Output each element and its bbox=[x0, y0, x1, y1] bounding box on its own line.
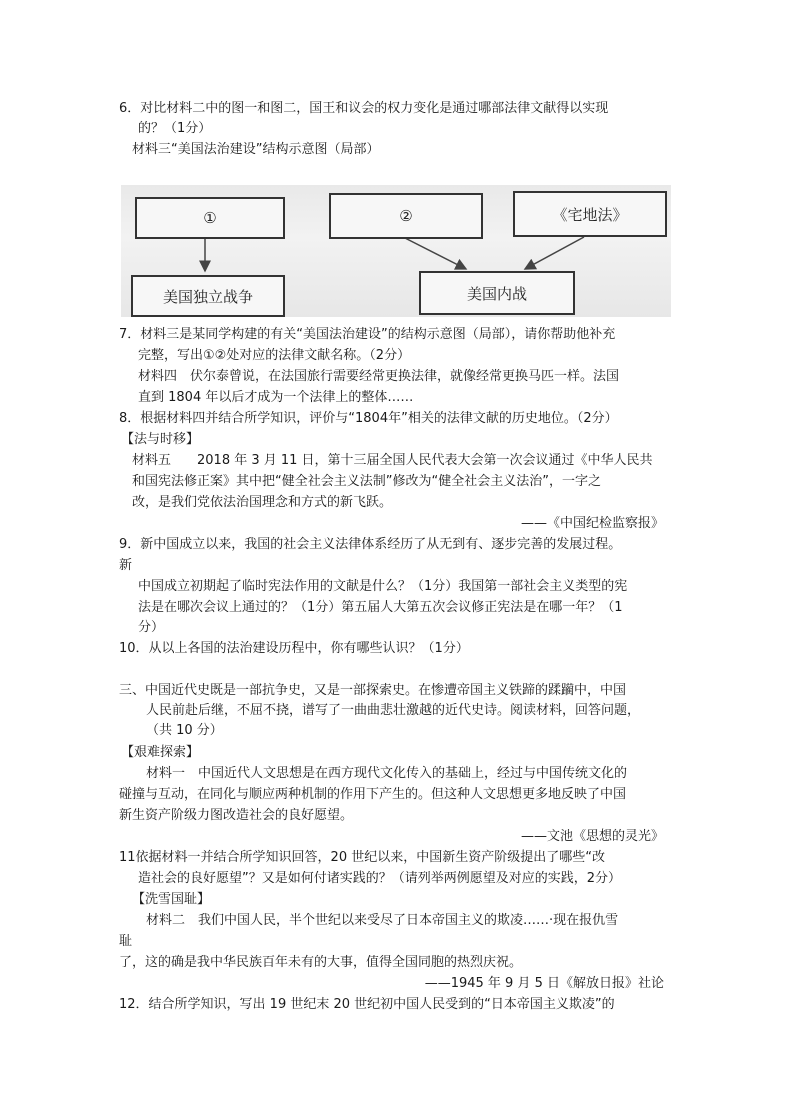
structure-diagram bbox=[121, 185, 671, 317]
diagram-box-1: ① bbox=[135, 197, 285, 239]
section-hard-exploration: 【艰难探索】 bbox=[121, 745, 200, 760]
q8-line: 8．根据材料四并结合所学知识，评价与“1804年”相关的法律文献的历史地位。（2分） bbox=[119, 411, 618, 426]
diagram-box-independence-war: 美国独立战争 bbox=[131, 275, 285, 317]
q7-line2: 完整，写出①②处对应的法律文献名称。（2分） bbox=[138, 348, 411, 363]
q9-line1: 9．新中国成立以来，我国的社会主义法律体系经历了从无到有、逐步完善的发展过程。 bbox=[119, 537, 622, 552]
material2-line3: 了，这的确是我中华民族百年未有的大事，值得全国同胞的热烈庆祝。 bbox=[119, 955, 523, 970]
material5-source: ——《中国纪检监察报》 bbox=[520, 516, 664, 531]
q6-line2: 的？（1分） bbox=[138, 121, 212, 136]
q12-line: 12．结合所学知识，写出 19 世纪末 20 世纪初中国人民受到的“日本帝国主义欺凌”的 bbox=[119, 997, 615, 1012]
q11-line2: 造社会的良好愿望”？又是如何付诸实践的？（请列举两例愿望及对应的实践，2分） bbox=[138, 871, 622, 886]
q11-line1: 11依据材料一并结合所学知识回答，20 世纪以来，中国新生资产阶级提出了哪些“改 bbox=[119, 850, 605, 865]
diagram-box-2: ② bbox=[329, 193, 483, 239]
material1-source: ——文池《思想的灵光》 bbox=[520, 829, 664, 844]
q7-line1: 7．材料三是某同学构建的有关“美国法治建设”的结构示意图（局部），请你帮助他补充 bbox=[119, 327, 616, 342]
part3-line1: 三、中国近代史既是一部抗争史，又是一部探索史。在惨遭帝国主义铁蹄的蹂躏中，中国 bbox=[119, 683, 627, 698]
material5-line1: 材料五 2018 年 3 月 11 日，第十三届全国人民代表大会第一次会议通过《中华人民共 bbox=[132, 453, 653, 468]
q10-line: 10．从以上各国的法治建设历程中，你有哪些认识？（1分） bbox=[119, 641, 469, 656]
diagram-box-homestead: 《宅地法》 bbox=[513, 191, 667, 237]
material1-line3: 新生资产阶级力图改造社会的良好愿望。 bbox=[119, 808, 354, 823]
material4-line2: 直到 1804 年以后才成为一个法律上的整体…… bbox=[138, 390, 414, 405]
material5-line3: 改，是我们党依法治国理念和方式的新飞跃。 bbox=[132, 495, 393, 510]
material5-line2: 和国宪法修正案》其中把“健全社会主义法制”修改为“健全社会主义法治”，一字之 bbox=[132, 474, 601, 489]
material4-line1: 材料四 伏尔泰曾说，在法国旅行需要经常更换法律，就像经常更换马匹一样。法国 bbox=[138, 369, 620, 384]
part3-line3: （共 10 分） bbox=[146, 723, 223, 738]
section-law-and-time: 【法与时移】 bbox=[121, 432, 200, 447]
arrow-2-to-civilwar bbox=[403, 237, 466, 269]
material2-source: ——1945 年 9 月 5 日《解放日报》社论 bbox=[424, 976, 664, 991]
material3-title: 材料三“美国法治建设”结构示意图（局部） bbox=[132, 142, 380, 157]
arrow-homestead-to-civilwar bbox=[525, 237, 584, 269]
section-national-humiliation: 【洗雪国耻】 bbox=[132, 892, 211, 907]
q9-line2: 新 bbox=[119, 558, 133, 573]
diagram-box-civil-war: 美国内战 bbox=[419, 271, 575, 315]
material2-line2: 耻 bbox=[119, 934, 133, 949]
material1-line1: 材料一 中国近代人文思想是在西方现代文化传入的基础上，经过与中国传统文化的 bbox=[146, 766, 628, 781]
material1-line2: 碰撞与互动，在同化与顺应两种机制的作用下产生的。但这种人文思想更多地反映了中国 bbox=[119, 787, 627, 802]
q6-line1: 6．对比材料二中的图一和图二，国王和议会的权力变化是通过哪部法律文献得以实现 bbox=[119, 101, 609, 116]
part3-line2: 人民前赴后继，不屈不挠，谱写了一曲曲悲壮激越的近代史诗。阅读材料，回答问题， bbox=[146, 703, 641, 718]
material2-line1: 材料二 我们中国人民，半个世纪以来受尽了日本帝国主义的欺凌……·现在报仇雪 bbox=[146, 913, 619, 928]
q9-line4: 法是在哪次会议上通过的？（1分）第五届人大第五次会议修正宪法是在哪一年？（1 bbox=[138, 600, 623, 615]
q9-line3: 中国成立初期起了临时宪法作用的文献是什么？（1分）我国第一部社会主义类型的宪 bbox=[138, 579, 628, 594]
q9-line5: 分） bbox=[138, 620, 165, 635]
